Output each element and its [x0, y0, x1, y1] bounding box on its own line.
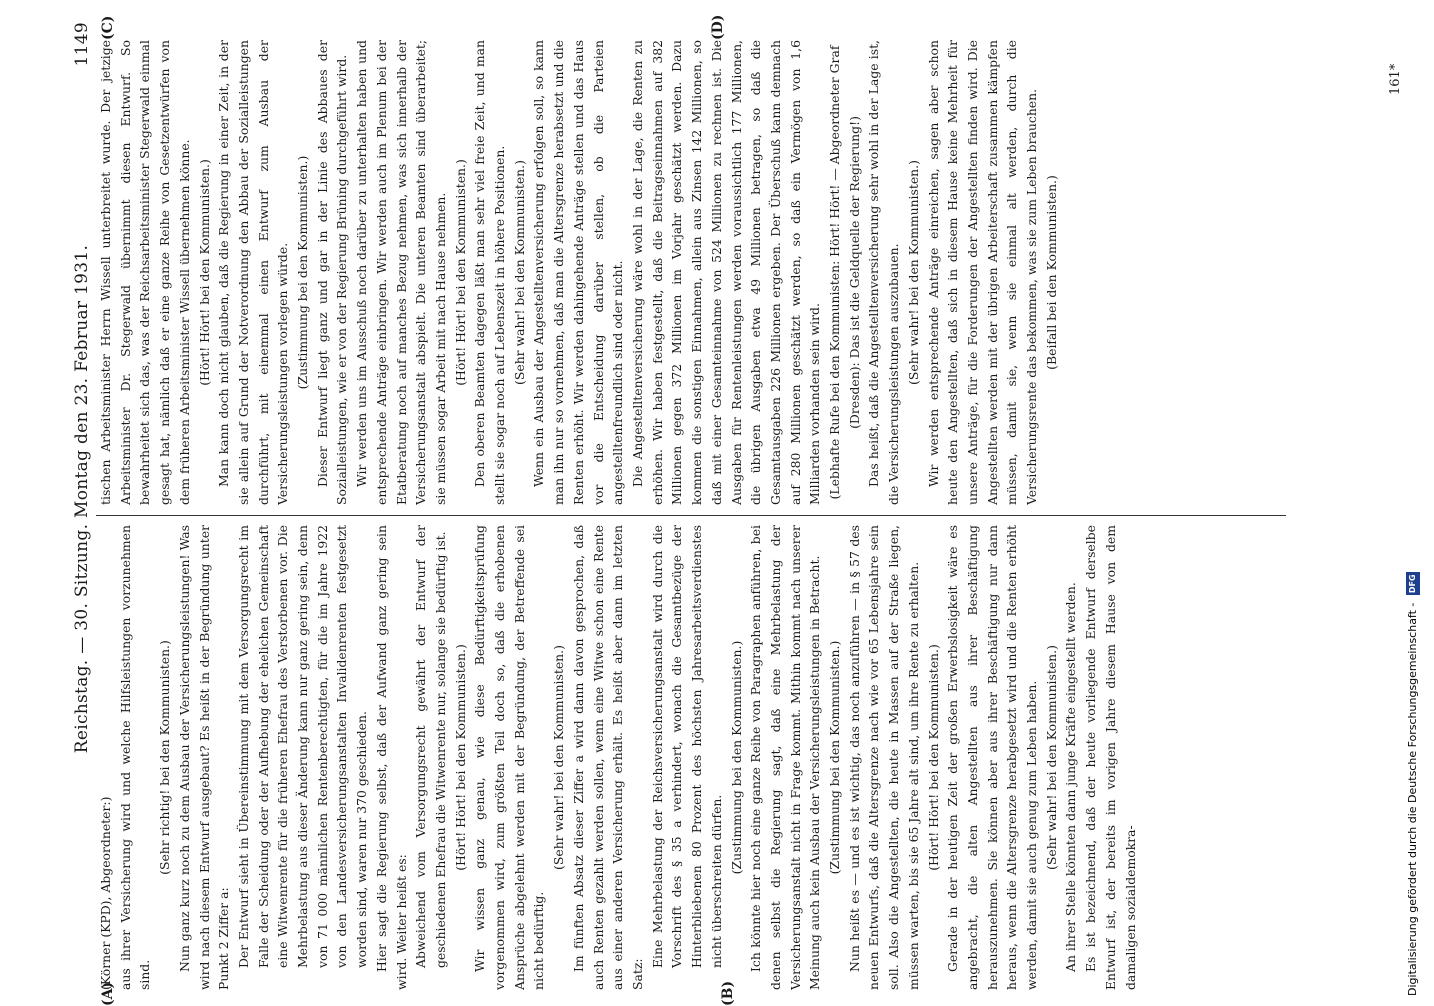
credit-text: Digitalisierung gefördert durch die Deutsche Forschungsgemeinschaft -: [1406, 602, 1419, 996]
paragraph: (Körner (KPD), Abgeordneter:): [98, 796, 113, 990]
paragraph: Der Entwurf sieht in Übereinstimmung mit dem Versorgungsrecht im Falle der Scheidung oder der Aufhebung der ehelichen Gemeinschaft eine Witwenrente für die früheren Ehefrau des Verstorbenen vor. Die Mehrbelastung aus dieser Änderung kann nur ganz gering sein, denn von 71 000 männlichen Rentenberechtigten, für die im Jahre 1922 von den Landesversicherungsanstalten Invalidenrenten festgesetzt worden sind, waren nur 370 geschieden.: [235, 525, 370, 968]
interjection: (Sehr wahr! bei den Kommunisten.): [511, 160, 527, 385]
interjection: (Sehr richtig! bei den Kommunisten.): [157, 640, 173, 875]
interjection: (Sehr wahr! bei den Kommunisten.): [551, 645, 567, 870]
page-header: [70, 10, 94, 988]
paragraph: Hier sagt die Regierung selbst, daß der Aufwand ganz gering sein wird. Weiter heißt es:: [373, 525, 409, 990]
interjection: (Hört! Hört! bei den Kommunisten.): [452, 644, 468, 871]
margin-marker-a: (A): [100, 981, 116, 1006]
paragraph: Abweichend vom Versorgungsrecht gewährt der Entwurf der geschiedenen Ehefrau die Witwenrente nur, solange sie bedürftig ist.: [413, 525, 448, 968]
paragraph: Den oberen Beamten dagegen läßt man sehr viel freie Zeit, und man stellt sie sogar noch auf Lebenszeit in höhere Positionen.: [472, 40, 508, 505]
digitization-credit: [1400, 476, 1426, 996]
left-text-column: [96, 525, 1381, 990]
interjection: (Zustimmung bei den Kommunisten.): [827, 640, 843, 875]
paragraph: Das heißt, daß die Angestelltenversicherung sehr wohl in der Lage ist, die Versicherungsleistungen auszubauen.: [866, 40, 902, 505]
column-divider: [96, 515, 1286, 516]
paragraph: Nun heißt es — und es ist wichtig, das noch anzuführen — in § 57 des neuen Entwurfs, daß die Altersgrenze nach wie vor 65 Lebensjahre sein soll. Also die Angestellten, die heute in Massen auf der Straße liegen, müssen warten, bis sie 65 Jahre alt sind, um ihre Rente zu erhalten.: [846, 525, 921, 990]
interjection: (Beifall bei den Kommunisten.): [1043, 175, 1059, 370]
paragraph: Wenn ein Ausbau der Angestelltenversicherung erfolgen soll, so kann man ihn nur so vornehmen, daß man die Altersgrenze herabsetzt und die Renten erhöht. Wir werden dahingehende Anträge stellen und das Haus vor die Entscheidung darüber stellen, ob die Parteien angestelltenfreundlich sind oder nicht.: [531, 40, 626, 505]
paragraph: Eine Mehrbelastung der Reichsversicherungsanstalt wird durch die Vorschrift des § 35 a verhindert, wonach die Gesamtbezüge der Hinterbliebenen 80 Prozent des höchsten Jahresarbeitsverdienstes nicht überschreiten dürfen.: [649, 525, 724, 968]
interjection: (Zustimmung bei den Kommunisten.): [728, 640, 744, 875]
footer-number: 161*: [1388, 63, 1403, 95]
margin-marker-c: (C): [100, 15, 116, 40]
paragraph: Im fünften Absatz dieser Ziffer a wird dann davon gesprochen, daß auch Renten gezahlt werden sollen, wenn eine Witwe schon eine Rente aus einer anderen Versicherung erhält. Es heißt aber dann im letzten Satz:: [570, 525, 645, 990]
margin-marker-d: (D): [710, 14, 726, 40]
interjection: (Hört! Hört! bei den Kommunisten.): [452, 159, 468, 386]
paragraph: Man kann doch nicht glauben, daß die Regierung in einer Zeit, in der sie allein auf Grund der Notverordnung den Abbau der Sozialleistungen durchführt, mit einemmal einen Entwurf zum Ausbau der Versicherungsleistungen vorlegen würde.: [216, 40, 291, 505]
paragraph: Wir werden uns im Ausschuß noch darüber zu unterhalten haben und entsprechende Anträge einbringen. Wir werden auch im Plenum bei der Etatberatung noch auf manches Bezug nehmen, was sich innerhalb der Versicherungsanstalt abspielt. Die unteren Beamten sind überarbeitet; sie müssen sogar Arbeit mit nach Hause nehmen.: [354, 40, 448, 505]
paragraph: An ihrer Stelle könnten dann junge Kräfte eingestellt werden.: [1063, 582, 1079, 972]
margin-marker-b: (B): [720, 980, 736, 1006]
page-number: 1149: [72, 22, 92, 67]
paragraph: Wir werden entsprechende Anträge einreichen, sagen aber schon heute den Angestellten, daß sich in diesem Hause keine Mehrheit für unsere Anträge, für die Forderungen der Angestellten finden wird. Die Angestellten werden mit der übrigen Arbeiterschaft zusammen kämpfen müssen, damit sie, wenn sie einmal alt werden, durch die Versicherungsrente das bekommen, was sie zum Leben brauchen.: [925, 40, 1040, 505]
paragraph: Ich könnte hier noch eine ganze Reihe von Paragraphen anführen, bei denen selbst die Regierung sagt, daß eine Mehrbelastung der Versicherungsanstalt nicht in Frage kommt. Mithin kommt nach unserer Meinung auch kein Ausbau der Versicherungsleistungen in Betracht.: [748, 525, 823, 990]
paragraph: aus ihrer Versicherung wird und welche Hilfsleistungen vorzunehmen sind.: [117, 525, 153, 990]
header-title: Reichstag. — 30. Sitzung. Montag den 23. Februar 1931.: [72, 244, 92, 754]
paragraph: tischen Arbeitsminister Herrn Wissell unterbreitet wurde. Der jetzige Arbeitsminister Dr. Stegerwald übernimmt diesen Entwurf. So bewahrheitet sich das, was der Reichsarbeitsminister Stegerwald einmal gesagt hat, nämlich daß er eine ganze Reihe von Gesetzentwürfen von dem früheren Arbeitsminister Wissell übernehmen könne.: [98, 40, 192, 505]
paragraph: Wir wissen ganz genau, wie diese Bedürftigkeitsprüfung vorgenommen wird, zum größten Teil doch so, daß die erhobenen Ansprüche abgelehnt werden mit der Begründung, der Betreffende sei nicht bedürftig.: [472, 525, 547, 990]
paragraph: Es ist bezeichnend, daß der heute vorliegende Entwurf derselbe Entwurf ist, der bereits im vorigen Jahre diesem Hause von dem damaligen sozialdemokra-: [1083, 525, 1138, 990]
interjection: (Sehr wahr! bei den Kommunisten.): [1043, 645, 1059, 870]
dfg-logo: DFG: [1406, 572, 1420, 595]
right-text-column: [96, 40, 1381, 505]
interjection: (Hört! Hört! bei den Kommunisten.): [196, 159, 212, 386]
interjection: (Sehr wahr! bei den Kommunisten.): [905, 160, 921, 385]
paragraph: Die Angestelltenversicherung wäre wohl in der Lage, die Renten zu erhöhen. Wir haben festgestellt, daß die Beitragseinnahmen auf 382 Millionen gegen 372 Millionen im Vorjahr geschätzt werden. Dazu kommen die sonstigen Einnahmen, allein aus Zinsen 142 Millionen, so daß mit einer Gesamteinnahme von 524 Millionen zu rechnen ist. Die Ausgaben für Rentenleistungen werden voraussichtlich 177 Millionen, die übrigen Ausgaben etwa 49 Millionen betragen, so daß die Gesamtausgaben 226 Millionen ergeben. Der Überschuß kann demnach auf 280 Millionen geschätzt werden, so daß ein Vermögen von 1,6 Milliarden vorhanden sein wird.: [629, 40, 823, 505]
paragraph: Nun ganz kurz noch zu dem Ausbau der Versicherungsleistungen! Was wird nach diesem Entwurf ausgebaut? Es heißt in der Begründung unter Punkt 2 Ziffer a:: [176, 525, 232, 990]
paragraph: Gerade in der heutigen Zeit der großen Erwerbslosigkeit wäre es angebracht, die alten Angestellten aus ihrer Beschäftigung herauszunehmen. Sie können aber aus ihrer Beschäftigung nur dann heraus, wenn die Altersgrenze herabgesetzt wird und die Renten erhöht werden, damit sie auch genug zum Leben haben.: [945, 525, 1040, 990]
paragraph: Dieser Entwurf liegt ganz und gar in der Linie des Abbaues der Sozialleistungen, wie er von der Regierung Brüning durchgeführt wird.: [314, 40, 350, 505]
interjection: (Hört! Hört! bei den Kommunisten.): [925, 644, 941, 871]
interjection: (Zustimmung bei den Kommunisten.): [295, 155, 311, 390]
interjection: (Lebhafte Rufe bei den Kommunisten: Hört! Hört! — Abgeordneter Graf (Dresden): Das ist die Geldquelle der Regierung!): [827, 45, 862, 500]
